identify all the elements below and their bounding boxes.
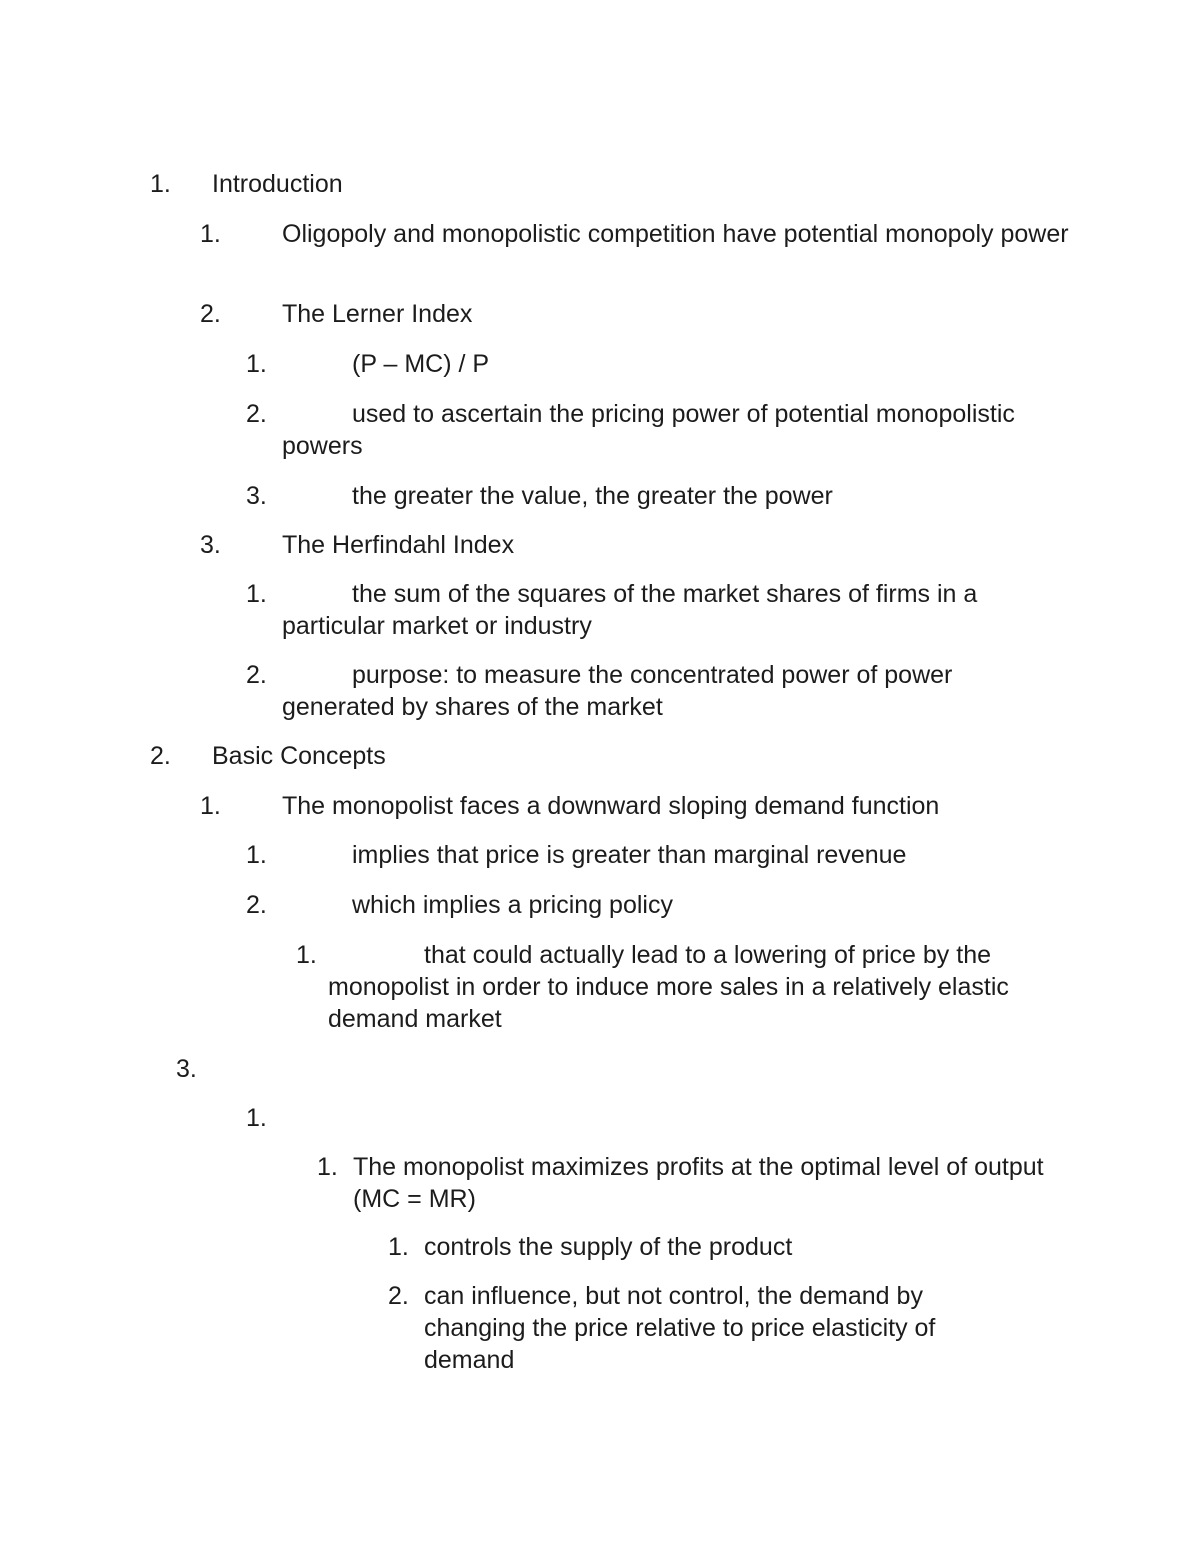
outline-text: implies that price is greater than marginal revenue [352,841,907,869]
outline-item-section-3 [176,1053,292,1085]
outline-item-herfindahl-purpose [246,659,1042,723]
outline-text: the sum of the squares of the market shares of firms in a particular market or industry [282,580,978,640]
outline-text: which implies a pricing policy [352,891,673,919]
outline-text: the greater the value, the greater the power [352,482,833,510]
outline-number: 2. [200,300,221,328]
outline-item-lerner-formula [246,348,1072,380]
outline-item-lerner-greater [246,480,1072,512]
outline-item-profit-max [317,1151,1053,1215]
outline-text: The Herfindahl Index [282,531,515,559]
outline-number: 1. [296,941,317,969]
outline-number: 3. [246,482,267,510]
outline-item-section-3-sub [246,1102,362,1134]
outline-text: purpose: to measure the concentrated power of power generated by shares of the market [282,661,953,721]
outline-text: can influence, but not control, the demand by changing the price relative to price elasticity of demand [424,1282,936,1374]
outline-number: 1. [388,1233,409,1261]
outline-number: 1. [246,580,267,608]
outline-text: Introduction [212,170,343,198]
outline-text: Basic Concepts [212,742,386,770]
outline-item-pricing-policy [246,889,1072,921]
outline-item-price-greater-mr [246,839,1072,871]
outline-number: 2. [150,742,171,770]
outline-number: 3. [200,531,221,559]
outline-text: The monopolist maximizes profits at the optimal level of output (MC = MR) [353,1153,1044,1213]
outline-text: Oligopoly and monopolistic competition have potential monopoly power [282,220,1069,248]
outline-number: 2. [246,400,267,428]
outline-item-basic-concepts [150,740,1112,772]
outline-number: 1. [200,792,221,820]
outline-item-oligopoly [200,218,1076,250]
outline-item-lerner-index [200,298,1062,330]
outline-text: The Lerner Index [282,300,473,328]
outline-item-herfindahl-index [200,529,1062,561]
outline-number: 1. [246,350,267,378]
outline-text: that could actually lead to a lowering of price by the monopolist in order to induce more sales in a relatively elastic demand market [328,941,1009,1033]
outline-text: The monopolist faces a downward sloping demand function [282,792,940,820]
outline-item-controls-supply [388,1231,1044,1263]
outline-text: (P – MC) / P [352,350,490,378]
outline-item-herfindahl-sum [246,578,1042,642]
outline-number: 2. [388,1282,409,1310]
outline-number: 1. [200,220,221,248]
outline-item-downward-demand [200,790,1072,822]
outline-item-introduction [150,168,1112,200]
outline-item-lowering-price [296,939,1058,1035]
outline-number: 2. [246,661,267,689]
outline-item-influence-demand [388,1280,1004,1376]
outline-number: 1. [150,170,171,198]
outline-number: 2. [246,891,267,919]
outline-item-lerner-purpose [246,398,1072,462]
outline-text: controls the supply of the product [424,1233,793,1261]
outline-number: 1. [317,1153,338,1181]
outline-text: used to ascertain the pricing power of potential monopolistic powers [282,400,1015,460]
outline-number: 1. [246,1104,267,1132]
outline-number: 3. [176,1055,197,1083]
outline-number: 1. [246,841,267,869]
